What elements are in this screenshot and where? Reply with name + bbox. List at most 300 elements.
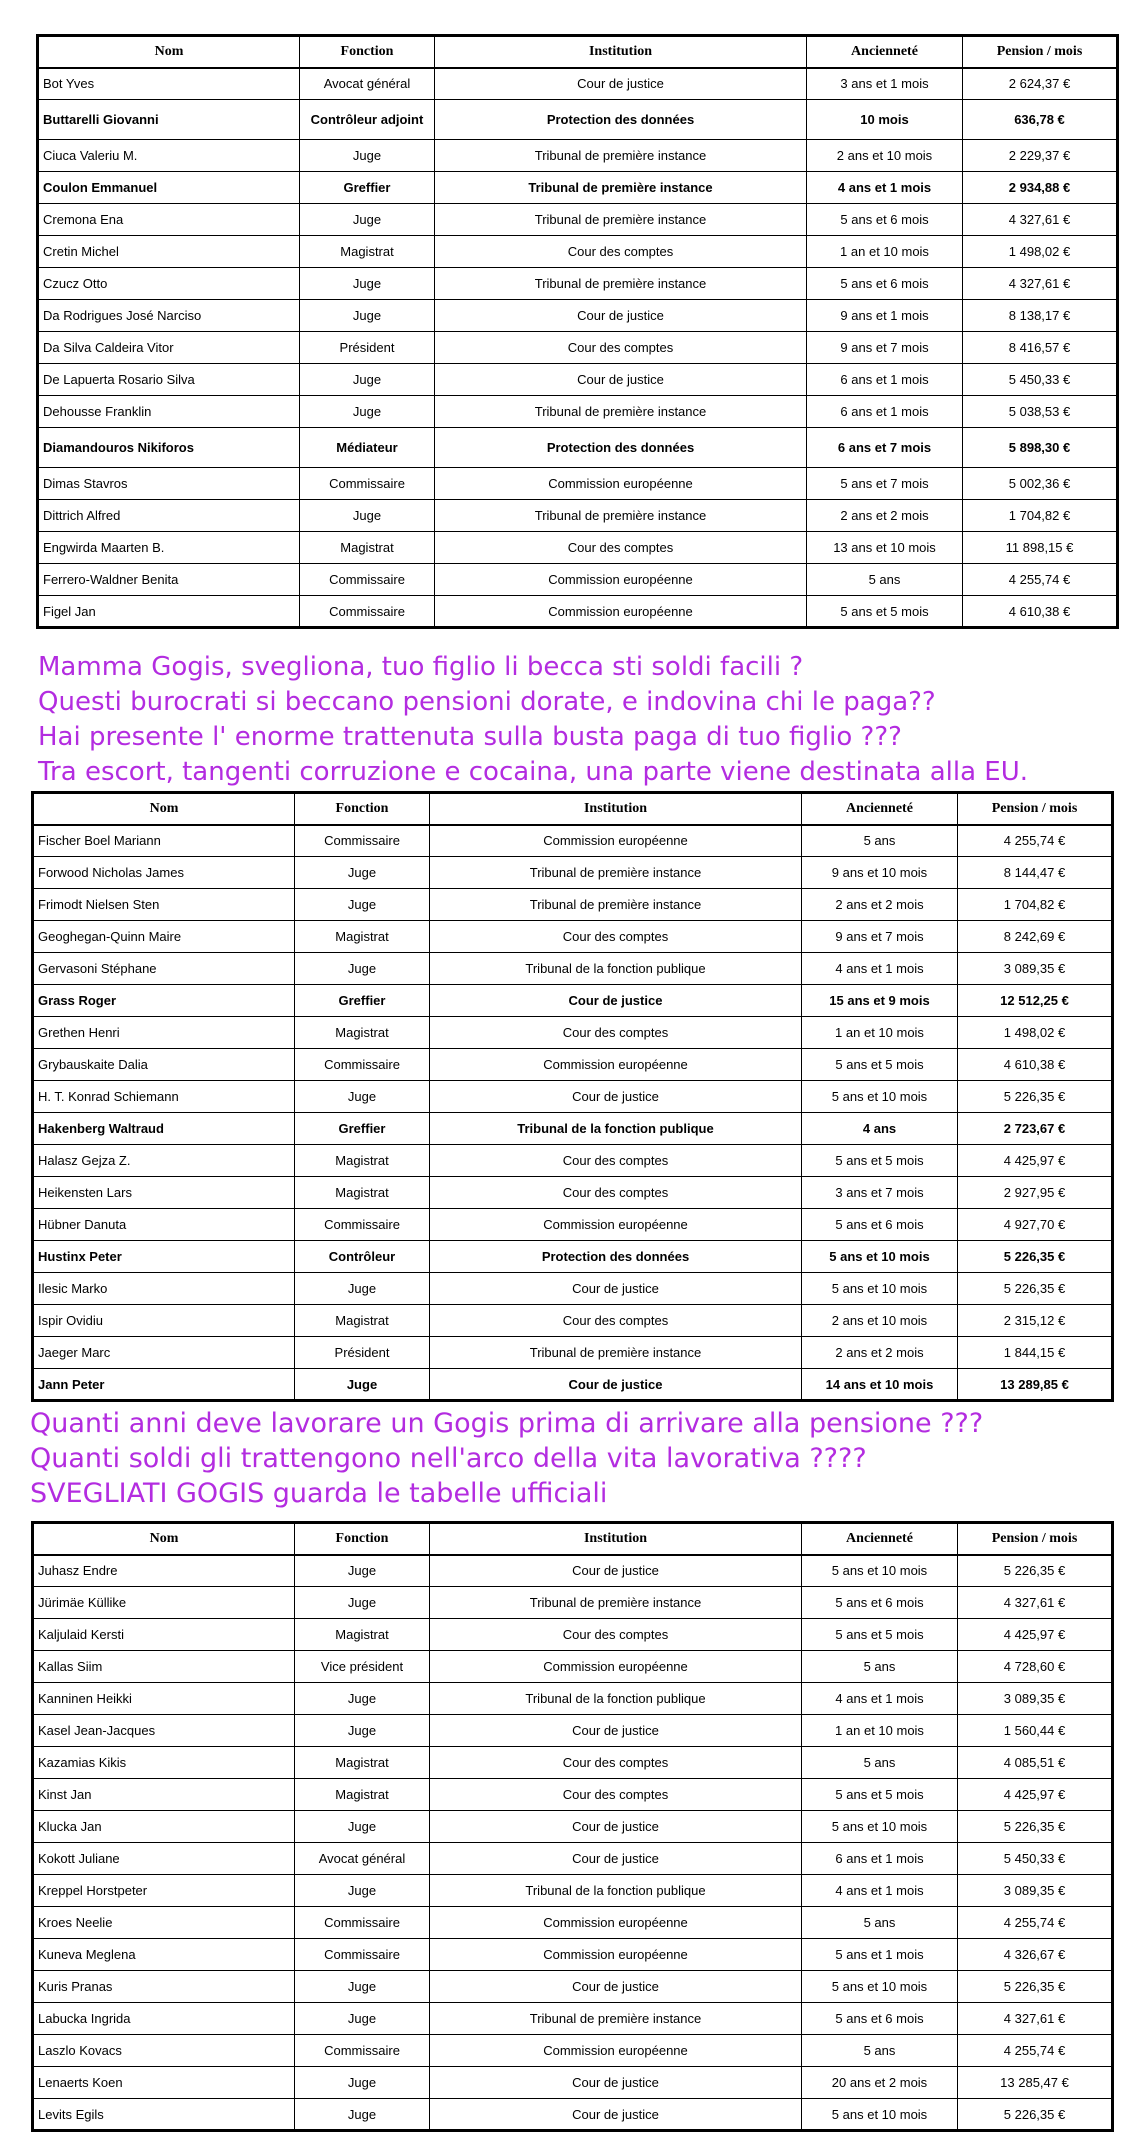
table-row bbox=[33, 1971, 1113, 2003]
cell-institution: Cour des comptes bbox=[430, 1619, 802, 1651]
cell-anciennete: 5 ans bbox=[807, 564, 963, 596]
table-row bbox=[38, 564, 1118, 596]
cell-pension: 4 728,60 € bbox=[958, 1651, 1113, 1683]
cell-pension: 1 704,82 € bbox=[963, 500, 1118, 532]
table-row bbox=[38, 332, 1118, 364]
cell-institution: Tribunal de première instance bbox=[435, 268, 807, 300]
cell-institution: Tribunal de première instance bbox=[435, 204, 807, 236]
cell-institution: Tribunal de première instance bbox=[430, 1587, 802, 1619]
table-row bbox=[33, 2067, 1113, 2099]
cell-pension: 2 229,37 € bbox=[963, 140, 1118, 172]
cell-nom: Cretin Michel bbox=[38, 236, 300, 268]
cell-pension: 4 255,74 € bbox=[963, 564, 1118, 596]
cell-anciennete: 5 ans bbox=[802, 1907, 958, 1939]
cell-nom: Kroes Neelie bbox=[33, 1907, 295, 1939]
cell-nom: Jaeger Marc bbox=[33, 1337, 295, 1369]
table-row bbox=[33, 1145, 1113, 1177]
cell-anciennete: 5 ans et 1 mois bbox=[802, 1939, 958, 1971]
cell-nom: Laszlo Kovacs bbox=[33, 2035, 295, 2067]
cell-institution: Cour de justice bbox=[430, 1273, 802, 1305]
cell-institution: Commission européenne bbox=[430, 1907, 802, 1939]
table-row bbox=[33, 1113, 1113, 1145]
cell-anciennete: 5 ans et 10 mois bbox=[802, 1241, 958, 1273]
cell-anciennete: 2 ans et 2 mois bbox=[802, 889, 958, 921]
cell-institution: Tribunal de la fonction publique bbox=[430, 1113, 802, 1145]
cell-pension: 5 226,35 € bbox=[958, 1241, 1113, 1273]
cell-anciennete: 1 an et 10 mois bbox=[802, 1017, 958, 1049]
cell-pension: 8 242,69 € bbox=[958, 921, 1113, 953]
header-pension: Pension / mois bbox=[963, 36, 1118, 68]
cell-nom: Buttarelli Giovanni bbox=[38, 100, 300, 140]
table-row bbox=[38, 140, 1118, 172]
cell-institution: Cour des comptes bbox=[430, 1305, 802, 1337]
cell-fonction: Juge bbox=[300, 140, 435, 172]
cell-nom: Jürimäe Küllike bbox=[33, 1587, 295, 1619]
table-row bbox=[38, 428, 1118, 468]
cell-institution: Cour des comptes bbox=[430, 1747, 802, 1779]
table-row bbox=[33, 1241, 1113, 1273]
cell-fonction: Juge bbox=[295, 1555, 430, 1587]
caption-line: Tra escort, tangenti corruzione e cocaina, una parte viene destinata alla EU. bbox=[38, 757, 1028, 787]
cell-nom: Kinst Jan bbox=[33, 1779, 295, 1811]
cell-nom: Grybauskaite Dalia bbox=[33, 1049, 295, 1081]
cell-fonction: Commissaire bbox=[295, 2035, 430, 2067]
table-row bbox=[33, 1843, 1113, 1875]
header-institution: Institution bbox=[430, 1523, 802, 1555]
cell-pension: 2 927,95 € bbox=[958, 1177, 1113, 1209]
cell-nom: H. T. Konrad Schiemann bbox=[33, 1081, 295, 1113]
cell-pension: 4 927,70 € bbox=[958, 1209, 1113, 1241]
cell-anciennete: 9 ans et 10 mois bbox=[802, 857, 958, 889]
cell-nom: Gervasoni Stéphane bbox=[33, 953, 295, 985]
cell-fonction: Juge bbox=[295, 857, 430, 889]
cell-anciennete: 5 ans et 10 mois bbox=[802, 1811, 958, 1843]
header-nom: Nom bbox=[33, 793, 295, 825]
header-fonction: Fonction bbox=[300, 36, 435, 68]
cell-anciennete: 5 ans et 5 mois bbox=[802, 1619, 958, 1651]
cell-pension: 4 327,61 € bbox=[963, 268, 1118, 300]
cell-pension: 4 255,74 € bbox=[958, 2035, 1113, 2067]
cell-fonction: Contrôleur adjoint bbox=[300, 100, 435, 140]
cell-nom: Ispir Ovidiu bbox=[33, 1305, 295, 1337]
caption-line: Mamma Gogis, svegliona, tuo figlio li becca sti soldi facili ? bbox=[38, 652, 804, 682]
cell-fonction: Juge bbox=[295, 1715, 430, 1747]
header-fonction: Fonction bbox=[295, 1523, 430, 1555]
cell-pension: 4 327,61 € bbox=[958, 1587, 1113, 1619]
table-row bbox=[38, 468, 1118, 500]
cell-pension: 4 255,74 € bbox=[958, 1907, 1113, 1939]
table-row bbox=[33, 1273, 1113, 1305]
cell-anciennete: 2 ans et 2 mois bbox=[802, 1337, 958, 1369]
cell-nom: Hustinx Peter bbox=[33, 1241, 295, 1273]
table-row bbox=[33, 1715, 1113, 1747]
table-row bbox=[38, 532, 1118, 564]
cell-fonction: Juge bbox=[295, 889, 430, 921]
cell-pension: 11 898,15 € bbox=[963, 532, 1118, 564]
cell-nom: Ferrero-Waldner Benita bbox=[38, 564, 300, 596]
cell-fonction: Magistrat bbox=[300, 532, 435, 564]
table-row bbox=[33, 921, 1113, 953]
cell-institution: Cour des comptes bbox=[430, 921, 802, 953]
cell-fonction: Commissaire bbox=[300, 596, 435, 628]
cell-institution: Cour de justice bbox=[430, 1843, 802, 1875]
cell-institution: Protection des données bbox=[435, 100, 807, 140]
table-row bbox=[38, 172, 1118, 204]
cell-fonction: Médiateur bbox=[300, 428, 435, 468]
cell-fonction: Commissaire bbox=[295, 1209, 430, 1241]
cell-fonction: Avocat général bbox=[295, 1843, 430, 1875]
cell-anciennete: 2 ans et 10 mois bbox=[802, 1305, 958, 1337]
cell-pension: 4 326,67 € bbox=[958, 1939, 1113, 1971]
cell-institution: Tribunal de première instance bbox=[435, 140, 807, 172]
table-row bbox=[33, 1875, 1113, 1907]
cell-anciennete: 2 ans et 2 mois bbox=[807, 500, 963, 532]
cell-fonction: Juge bbox=[300, 500, 435, 532]
table-row bbox=[33, 1651, 1113, 1683]
cell-institution: Cour des comptes bbox=[430, 1779, 802, 1811]
cell-institution: Tribunal de première instance bbox=[430, 857, 802, 889]
cell-pension: 4 327,61 € bbox=[963, 204, 1118, 236]
cell-fonction: Greffier bbox=[295, 985, 430, 1017]
cell-pension: 2 624,37 € bbox=[963, 68, 1118, 100]
cell-anciennete: 1 an et 10 mois bbox=[802, 1715, 958, 1747]
cell-institution: Commission européenne bbox=[430, 1651, 802, 1683]
cell-institution: Commission européenne bbox=[435, 564, 807, 596]
header-institution: Institution bbox=[430, 793, 802, 825]
cell-institution: Cour des comptes bbox=[435, 236, 807, 268]
cell-anciennete: 6 ans et 1 mois bbox=[802, 1843, 958, 1875]
cell-nom: Kanninen Heikki bbox=[33, 1683, 295, 1715]
table-row bbox=[33, 1209, 1113, 1241]
cell-nom: Da Rodrigues José Narciso bbox=[38, 300, 300, 332]
table-row bbox=[33, 1907, 1113, 1939]
cell-institution: Cour de justice bbox=[430, 1971, 802, 2003]
cell-anciennete: 1 an et 10 mois bbox=[807, 236, 963, 268]
cell-anciennete: 5 ans et 10 mois bbox=[802, 1081, 958, 1113]
cell-anciennete: 9 ans et 1 mois bbox=[807, 300, 963, 332]
cell-anciennete: 10 mois bbox=[807, 100, 963, 140]
cell-pension: 8 138,17 € bbox=[963, 300, 1118, 332]
cell-pension: 5 226,35 € bbox=[958, 1811, 1113, 1843]
cell-pension: 4 425,97 € bbox=[958, 1145, 1113, 1177]
table-row bbox=[38, 596, 1118, 628]
cell-fonction: Juge bbox=[295, 1875, 430, 1907]
cell-anciennete: 6 ans et 7 mois bbox=[807, 428, 963, 468]
cell-institution: Tribunal de première instance bbox=[435, 500, 807, 532]
cell-anciennete: 9 ans et 7 mois bbox=[807, 332, 963, 364]
cell-pension: 2 723,67 € bbox=[958, 1113, 1113, 1145]
cell-nom: Cremona Ena bbox=[38, 204, 300, 236]
cell-anciennete: 5 ans et 10 mois bbox=[802, 1971, 958, 2003]
table-row bbox=[33, 1747, 1113, 1779]
cell-pension: 5 038,53 € bbox=[963, 396, 1118, 428]
cell-institution: Commission européenne bbox=[435, 596, 807, 628]
cell-fonction: Commissaire bbox=[295, 825, 430, 857]
cell-pension: 5 002,36 € bbox=[963, 468, 1118, 500]
header-anciennete: Ancienneté bbox=[802, 793, 958, 825]
cell-anciennete: 6 ans et 1 mois bbox=[807, 364, 963, 396]
table-row bbox=[33, 825, 1113, 857]
cell-institution: Commission européenne bbox=[430, 2035, 802, 2067]
cell-fonction: Juge bbox=[300, 204, 435, 236]
cell-fonction: Magistrat bbox=[295, 921, 430, 953]
cell-fonction: Commissaire bbox=[300, 468, 435, 500]
cell-nom: Labucka Ingrida bbox=[33, 2003, 295, 2035]
cell-pension: 4 085,51 € bbox=[958, 1747, 1113, 1779]
cell-anciennete: 5 ans et 6 mois bbox=[807, 268, 963, 300]
pension-table-1 bbox=[36, 34, 1119, 629]
cell-nom: Geoghegan-Quinn Maire bbox=[33, 921, 295, 953]
cell-nom: Coulon Emmanuel bbox=[38, 172, 300, 204]
table-header-row bbox=[33, 1523, 1113, 1555]
cell-anciennete: 13 ans et 10 mois bbox=[807, 532, 963, 564]
pension-table-3 bbox=[31, 1521, 1114, 2132]
cell-nom: Heikensten Lars bbox=[33, 1177, 295, 1209]
cell-nom: Kallas Siim bbox=[33, 1651, 295, 1683]
table-row bbox=[33, 1177, 1113, 1209]
cell-anciennete: 4 ans et 1 mois bbox=[802, 953, 958, 985]
cell-anciennete: 5 ans et 5 mois bbox=[802, 1145, 958, 1177]
cell-fonction: Président bbox=[295, 1337, 430, 1369]
cell-fonction: Magistrat bbox=[295, 1779, 430, 1811]
table-row bbox=[38, 236, 1118, 268]
cell-pension: 1 844,15 € bbox=[958, 1337, 1113, 1369]
cell-pension: 5 898,30 € bbox=[963, 428, 1118, 468]
cell-anciennete: 15 ans et 9 mois bbox=[802, 985, 958, 1017]
table-row bbox=[38, 204, 1118, 236]
cell-anciennete: 5 ans et 5 mois bbox=[807, 596, 963, 628]
caption-line: Quanti anni deve lavorare un Gogis prima di arrivare alla pensione ??? bbox=[30, 1408, 984, 1439]
cell-anciennete: 9 ans et 7 mois bbox=[802, 921, 958, 953]
cell-anciennete: 4 ans et 1 mois bbox=[802, 1683, 958, 1715]
caption-line: Questi burocrati si beccano pensioni dorate, e indovina chi le paga?? bbox=[38, 687, 936, 717]
table-row bbox=[33, 1683, 1113, 1715]
cell-fonction: Juge bbox=[295, 1811, 430, 1843]
table-row bbox=[38, 300, 1118, 332]
cell-nom: Frimodt Nielsen Sten bbox=[33, 889, 295, 921]
cell-pension: 3 089,35 € bbox=[958, 1683, 1113, 1715]
cell-nom: Dittrich Alfred bbox=[38, 500, 300, 532]
cell-nom: Forwood Nicholas James bbox=[33, 857, 295, 889]
cell-nom: Hübner Danuta bbox=[33, 1209, 295, 1241]
cell-institution: Tribunal de première instance bbox=[435, 172, 807, 204]
cell-institution: Tribunal de la fonction publique bbox=[430, 1875, 802, 1907]
table-row bbox=[38, 268, 1118, 300]
caption-block-2 bbox=[30, 1406, 1134, 1511]
cell-fonction: Juge bbox=[295, 2099, 430, 2131]
cell-fonction: Greffier bbox=[300, 172, 435, 204]
cell-fonction: Avocat général bbox=[300, 68, 435, 100]
cell-fonction: Commissaire bbox=[300, 564, 435, 596]
table-row bbox=[33, 1619, 1113, 1651]
cell-pension: 4 610,38 € bbox=[958, 1049, 1113, 1081]
cell-pension: 4 425,97 € bbox=[958, 1779, 1113, 1811]
cell-anciennete: 2 ans et 10 mois bbox=[807, 140, 963, 172]
cell-nom: Kasel Jean-Jacques bbox=[33, 1715, 295, 1747]
table-row bbox=[33, 857, 1113, 889]
cell-institution: Tribunal de la fonction publique bbox=[430, 1683, 802, 1715]
table-row bbox=[38, 100, 1118, 140]
cell-pension: 4 255,74 € bbox=[958, 825, 1113, 857]
cell-institution: Protection des données bbox=[435, 428, 807, 468]
cell-fonction: Juge bbox=[295, 1683, 430, 1715]
cell-pension: 3 089,35 € bbox=[958, 1875, 1113, 1907]
cell-institution: Cour de justice bbox=[430, 1555, 802, 1587]
cell-institution: Tribunal de première instance bbox=[430, 889, 802, 921]
cell-pension: 5 226,35 € bbox=[958, 1081, 1113, 1113]
cell-institution: Cour de justice bbox=[430, 1369, 802, 1401]
cell-institution: Cour de justice bbox=[430, 2067, 802, 2099]
cell-pension: 2 315,12 € bbox=[958, 1305, 1113, 1337]
table-row bbox=[33, 2003, 1113, 2035]
cell-anciennete: 14 ans et 10 mois bbox=[802, 1369, 958, 1401]
cell-fonction: Juge bbox=[300, 396, 435, 428]
cell-nom: Juhasz Endre bbox=[33, 1555, 295, 1587]
cell-nom: Hakenberg Waltraud bbox=[33, 1113, 295, 1145]
cell-anciennete: 4 ans bbox=[802, 1113, 958, 1145]
cell-institution: Commission européenne bbox=[430, 1939, 802, 1971]
cell-fonction: Magistrat bbox=[295, 1305, 430, 1337]
cell-pension: 1 498,02 € bbox=[958, 1017, 1113, 1049]
cell-fonction: Commissaire bbox=[295, 1049, 430, 1081]
cell-nom: Lenaerts Koen bbox=[33, 2067, 295, 2099]
cell-pension: 5 450,33 € bbox=[958, 1843, 1113, 1875]
caption-line: Quanti soldi gli trattengono nell'arco della vita lavorativa ???? bbox=[30, 1443, 867, 1474]
cell-nom: Jann Peter bbox=[33, 1369, 295, 1401]
cell-nom: Engwirda Maarten B. bbox=[38, 532, 300, 564]
table-row bbox=[33, 1939, 1113, 1971]
table-row bbox=[38, 364, 1118, 396]
cell-pension: 4 610,38 € bbox=[963, 596, 1118, 628]
cell-anciennete: 5 ans bbox=[802, 825, 958, 857]
cell-fonction: Juge bbox=[295, 1971, 430, 2003]
cell-anciennete: 5 ans et 5 mois bbox=[802, 1779, 958, 1811]
cell-pension: 3 089,35 € bbox=[958, 953, 1113, 985]
cell-nom: Halasz Gejza Z. bbox=[33, 1145, 295, 1177]
pension-table-2 bbox=[31, 791, 1114, 1402]
cell-nom: Da Silva Caldeira Vitor bbox=[38, 332, 300, 364]
caption-block-1 bbox=[38, 650, 1134, 790]
cell-institution: Cour de justice bbox=[435, 300, 807, 332]
caption-line: SVEGLIATI GOGIS guarda le tabelle ufficiali bbox=[30, 1478, 608, 1509]
cell-fonction: Juge bbox=[295, 1081, 430, 1113]
cell-anciennete: 5 ans bbox=[802, 2035, 958, 2067]
cell-pension: 2 934,88 € bbox=[963, 172, 1118, 204]
cell-institution: Cour de justice bbox=[435, 364, 807, 396]
cell-fonction: Juge bbox=[300, 364, 435, 396]
cell-nom: Czucz Otto bbox=[38, 268, 300, 300]
cell-pension: 1 704,82 € bbox=[958, 889, 1113, 921]
table-row bbox=[38, 500, 1118, 532]
table-header-row bbox=[33, 793, 1113, 825]
cell-institution: Cour des comptes bbox=[435, 332, 807, 364]
cell-pension: 5 226,35 € bbox=[958, 1273, 1113, 1305]
cell-nom: Diamandouros Nikiforos bbox=[38, 428, 300, 468]
cell-institution: Cour de justice bbox=[430, 1081, 802, 1113]
cell-pension: 5 226,35 € bbox=[958, 1555, 1113, 1587]
cell-anciennete: 5 ans et 10 mois bbox=[802, 1555, 958, 1587]
cell-nom: Figel Jan bbox=[38, 596, 300, 628]
cell-institution: Cour des comptes bbox=[435, 532, 807, 564]
cell-anciennete: 5 ans et 10 mois bbox=[802, 2099, 958, 2131]
cell-pension: 13 289,85 € bbox=[958, 1369, 1113, 1401]
cell-pension: 5 226,35 € bbox=[958, 2099, 1113, 2131]
cell-fonction: Magistrat bbox=[295, 1747, 430, 1779]
cell-fonction: Juge bbox=[295, 1587, 430, 1619]
cell-anciennete: 5 ans bbox=[802, 1747, 958, 1779]
table-row bbox=[33, 2035, 1113, 2067]
cell-fonction: Greffier bbox=[295, 1113, 430, 1145]
cell-institution: Cour de justice bbox=[430, 985, 802, 1017]
table-row bbox=[33, 985, 1113, 1017]
table-row bbox=[33, 1779, 1113, 1811]
cell-fonction: Juge bbox=[295, 2003, 430, 2035]
table-row bbox=[33, 953, 1113, 985]
cell-institution: Tribunal de première instance bbox=[430, 2003, 802, 2035]
header-anciennete: Ancienneté bbox=[807, 36, 963, 68]
cell-pension: 5 226,35 € bbox=[958, 1971, 1113, 2003]
cell-institution: Commission européenne bbox=[435, 468, 807, 500]
table-row bbox=[38, 396, 1118, 428]
cell-fonction: Juge bbox=[300, 300, 435, 332]
cell-fonction: Juge bbox=[295, 2067, 430, 2099]
cell-institution: Cour de justice bbox=[435, 68, 807, 100]
cell-anciennete: 5 ans et 5 mois bbox=[802, 1049, 958, 1081]
cell-institution: Commission européenne bbox=[430, 825, 802, 857]
cell-fonction: Juge bbox=[295, 1369, 430, 1401]
cell-nom: Kuneva Meglena bbox=[33, 1939, 295, 1971]
cell-anciennete: 6 ans et 1 mois bbox=[807, 396, 963, 428]
cell-pension: 4 327,61 € bbox=[958, 2003, 1113, 2035]
cell-fonction: Magistrat bbox=[300, 236, 435, 268]
header-fonction: Fonction bbox=[295, 793, 430, 825]
cell-fonction: Juge bbox=[300, 268, 435, 300]
cell-institution: Cour de justice bbox=[430, 1811, 802, 1843]
cell-nom: Kuris Pranas bbox=[33, 1971, 295, 2003]
cell-pension: 636,78 € bbox=[963, 100, 1118, 140]
cell-pension: 13 285,47 € bbox=[958, 2067, 1113, 2099]
cell-fonction: Magistrat bbox=[295, 1177, 430, 1209]
cell-institution: Tribunal de première instance bbox=[430, 1337, 802, 1369]
cell-fonction: Magistrat bbox=[295, 1145, 430, 1177]
header-pension: Pension / mois bbox=[958, 1523, 1113, 1555]
cell-nom: De Lapuerta Rosario Silva bbox=[38, 364, 300, 396]
cell-pension: 5 450,33 € bbox=[963, 364, 1118, 396]
header-pension: Pension / mois bbox=[958, 793, 1113, 825]
cell-institution: Tribunal de la fonction publique bbox=[430, 953, 802, 985]
cell-anciennete: 4 ans et 1 mois bbox=[807, 172, 963, 204]
cell-anciennete: 5 ans bbox=[802, 1651, 958, 1683]
cell-fonction: Magistrat bbox=[295, 1619, 430, 1651]
cell-institution: Cour de justice bbox=[430, 2099, 802, 2131]
cell-fonction: Contrôleur bbox=[295, 1241, 430, 1273]
cell-anciennete: 5 ans et 6 mois bbox=[807, 204, 963, 236]
cell-nom: Kaljulaid Kersti bbox=[33, 1619, 295, 1651]
cell-anciennete: 5 ans et 6 mois bbox=[802, 1209, 958, 1241]
cell-nom: Dehousse Franklin bbox=[38, 396, 300, 428]
cell-institution: Commission européenne bbox=[430, 1209, 802, 1241]
cell-nom: Grethen Henri bbox=[33, 1017, 295, 1049]
cell-nom: Ciuca Valeriu M. bbox=[38, 140, 300, 172]
cell-fonction: Juge bbox=[295, 1273, 430, 1305]
cell-anciennete: 3 ans et 7 mois bbox=[802, 1177, 958, 1209]
cell-nom: Kreppel Horstpeter bbox=[33, 1875, 295, 1907]
cell-nom: Fischer Boel Mariann bbox=[33, 825, 295, 857]
table-row bbox=[33, 1369, 1113, 1401]
cell-anciennete: 4 ans et 1 mois bbox=[802, 1875, 958, 1907]
table-row bbox=[33, 1017, 1113, 1049]
cell-institution: Cour de justice bbox=[430, 1715, 802, 1747]
